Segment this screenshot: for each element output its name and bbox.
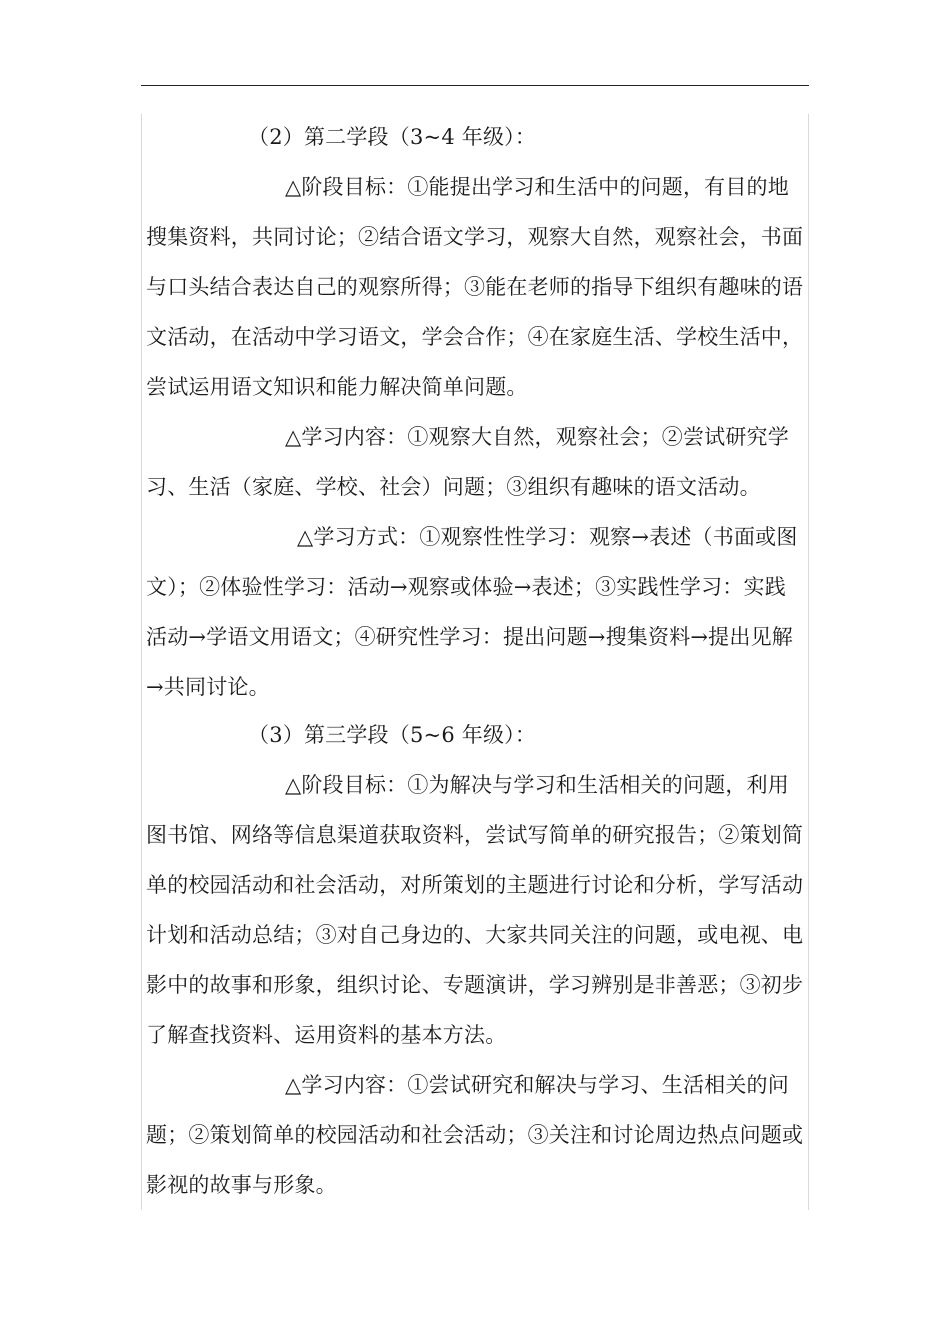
section2-method-line: →共同讨论。 <box>146 675 270 699</box>
section3-goal-line: 影中的故事和形象，组织讨论、专题演讲，学习辨别是非善恶；③初步 <box>146 973 804 997</box>
section2-method-line: 活动→学语文用语文；④研究性学习：提出问题→搜集资料→提出见解 <box>146 625 793 649</box>
section2-goal-line: 尝试运用语文知识和能力解决简单问题。 <box>146 375 528 399</box>
section2-method-line: 文）；②体验性学习：活动→观察或体验→表述；③实践性学习：实践 <box>146 575 786 599</box>
section3-goal-line: 计划和活动总结；③对自己身边的、大家共同关注的问题，或电视、电 <box>146 923 804 947</box>
section2-heading: （2）第二学段（3~4 年级）： <box>248 125 537 149</box>
section3-goal-line: 图书馆、网络等信息渠道获取资料，尝试写简单的研究报告；②策划简 <box>146 823 804 847</box>
section3-heading: （3）第三学段（5~6 年级）： <box>248 723 537 747</box>
section2-content-line: △学习内容：①观察大自然，观察社会；②尝试研究学 <box>285 425 789 449</box>
section2-content-line: 习、生活（家庭、学校、社会）问题；③组织有趣味的语文活动。 <box>146 475 761 499</box>
section3-goal-line: 了解查找资料、运用资料的基本方法。 <box>146 1023 507 1047</box>
section3-content-line: 题；②策划简单的校园活动和社会活动；③关注和讨论周边热点问题或 <box>146 1123 804 1147</box>
section2-goal-line: 与口头结合表达自己的观察所得；③能在老师的指导下组织有趣味的语 <box>146 275 804 299</box>
section3-content-line: 影视的故事与形象。 <box>146 1173 337 1197</box>
header-rule <box>141 85 809 86</box>
section3-content-line: △学习内容：①尝试研究和解决与学习、生活相关的问 <box>285 1073 789 1097</box>
section2-goal-line: 搜集资料，共同讨论；②结合语文学习，观察大自然，观察社会，书面 <box>146 225 804 249</box>
section2-goal-line: 文活动，在活动中学习语文，学会合作；④在家庭生活、学校生活中， <box>146 325 804 349</box>
section2-method-line: △学习方式：①观察性性学习：观察→表述（书面或图 <box>297 525 798 549</box>
section2-goal-line: △阶段目标：①能提出学习和生活中的问题，有目的地 <box>285 175 789 199</box>
section3-goal-line: △阶段目标：①为解决与学习和生活相关的问题，利用 <box>285 773 789 797</box>
section3-goal-line: 单的校园活动和社会活动，对所策划的主题进行讨论和分析，学写活动 <box>146 873 804 897</box>
